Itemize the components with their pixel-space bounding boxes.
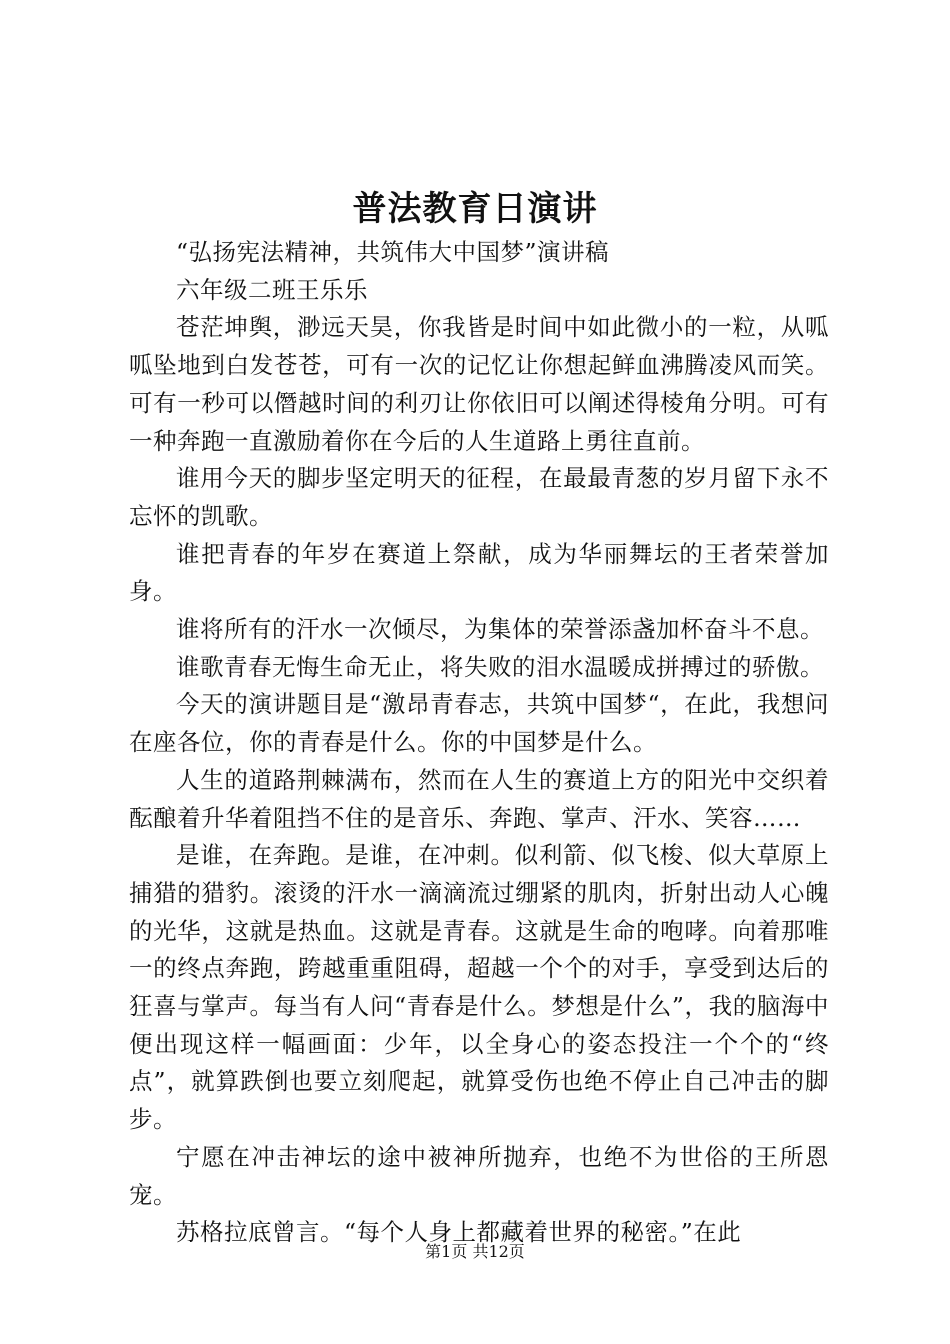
paragraph-subtitle: “弘扬宪法精神，共筑伟大中国梦”演讲稿 [176, 238, 610, 266]
paragraph: 谁歌青春无悔生命无止，将失败的泪水温暖成拼搏过的骄傲。 [176, 652, 824, 681]
paragraph-author: 六年级二班王乐乐 [176, 275, 368, 304]
document-body [129, 234, 829, 1252]
paragraph: 今天的演讲题目是“激昂青春志，共筑中国梦“，在此，我想问在座各位，你的青春是什么。你的中国梦是什么。 [129, 690, 829, 757]
paragraph: 谁用今天的脚步坚定明天的征程，在最最青葱的岁月留下永不忘怀的凯歌。 [129, 464, 829, 530]
paragraph: 人生的道路荆棘满布，然而在人生的赛道上方的阳光中交织着酝酿着升华着阻挡不住的是音乐、奔跑、掌声、汗水、笑容…… [129, 765, 829, 832]
page-footer: 第1页 共12页 [425, 1242, 525, 1261]
paragraph: 是谁，在奔跑。是谁，在冲刺。似利箭、似飞梭、似大草原上捕猎的猎豹。滚烫的汗水一滴滴流过绷紧的肌肉，折射出动人心魄的光华，这就是热血。这就是青春。这就是生命的咆哮。向着那唯一的终点奔跑，跨越重重阻碍，超越一个个的对手，享受到达后的狂喜与掌声。每当有人问“青春是什么。梦想是什么”，我的脑海中便出现这样一幅画面：少年，以全身心的姿态投注一个个的“终点”，就算跌倒也要立刻爬起，就算受伤也绝不停止自己冲击的脚步。 [129, 841, 829, 1134]
paragraph: 谁把青春的年岁在赛道上祭献，成为华丽舞坛的王者荣誉加身。 [129, 539, 829, 606]
paragraph: 苍茫坤舆，渺远天昊，你我皆是时间中如此微小的一粒，从呱呱坠地到白发苍苍，可有一次的记忆让你想起鲜血沸腾凌风而笑。可有一秒可以僭越时间的利刃让你依旧可以阐述得棱角分明。可有一种奔跑一直激励着你在今后的人生道路上勇往直前。 [129, 313, 829, 455]
page-title: 普法教育日演讲 [352, 189, 598, 229]
paragraph: 宁愿在冲击神坛的途中被神所抛弃，也绝不为世俗的王所恩宠。 [129, 1142, 829, 1209]
paragraph: 谁将所有的汗水一次倾尽，为集体的荣誉添盏加杯奋斗不息。 [176, 615, 824, 644]
paragraph: 苏格拉底曾言。“每个人身上都藏着世界的秘密。”在此 [176, 1218, 742, 1247]
